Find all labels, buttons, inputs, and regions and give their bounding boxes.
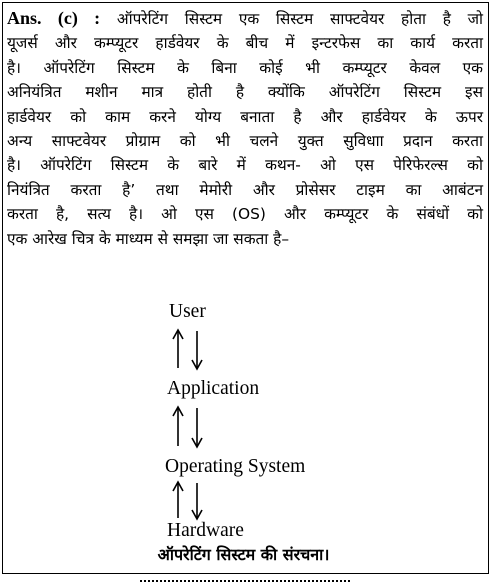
answer-line-10: एक आरेख चित्र के माध्यम से समझा जा सकता है– <box>7 229 290 248</box>
arrow-down-1 <box>192 331 202 369</box>
answer-line-4: अनियंत्रित मशीन मात्र होती है क्योंकि ऑपरेटिंग सिस्टम इस <box>7 83 483 102</box>
node-operating-system: Operating System <box>165 456 306 477</box>
node-user: User <box>169 301 206 322</box>
answer-line-6: अन्य साफ्टवेयर प्रोग्राम को भी चलने युक्त सुविधाा प्रदान करता <box>7 132 483 151</box>
arrow-up-2 <box>173 407 183 446</box>
answer-line-3: है। ऑपरेटिंग सिस्टम के बिना कोई भी कम्प्यूटर केवल एक <box>7 58 483 77</box>
diagram-caption: ऑपरेटिंग सिस्टम की संरचना। <box>157 545 330 564</box>
answer-line-5: हार्डवेयर को काम करने योग्य बनाता है और हार्डवेयर के ऊपर <box>7 107 483 126</box>
arrow-up-3 <box>173 482 183 518</box>
answer-label: Ans. (c) : <box>7 8 101 28</box>
node-application: Application <box>167 378 260 399</box>
answer-line-9: करता है, सत्य है। ओ एस (OS) और कम्प्यूटर के संबंधों को <box>7 205 483 224</box>
arrow-down-2 <box>192 408 202 447</box>
bottom-crop-edge <box>140 577 350 582</box>
answer-line-2: यूजर्स और कम्प्यूटर हार्डवेयर के बीच में इन्टरफेस का कार्य करता <box>7 34 483 53</box>
arrow-down-3 <box>192 483 202 519</box>
answer-line-1-text: ऑपरेटिंग सिस्टम एक सिस्टम साफ्टवेयर होता है जो <box>116 10 483 28</box>
arrow-up-1 <box>173 330 183 368</box>
answer-line-7: है। ऑपरेटिंग सिस्टम के बारे में कथन- ओ एस पेरिफेरल्स को <box>7 156 483 175</box>
node-hardware: Hardware <box>167 520 244 541</box>
answer-line-8: नियंत्रित करता है’ तथा मेमोरी और प्रोसेसर टाइम का आबंटन <box>7 180 483 199</box>
